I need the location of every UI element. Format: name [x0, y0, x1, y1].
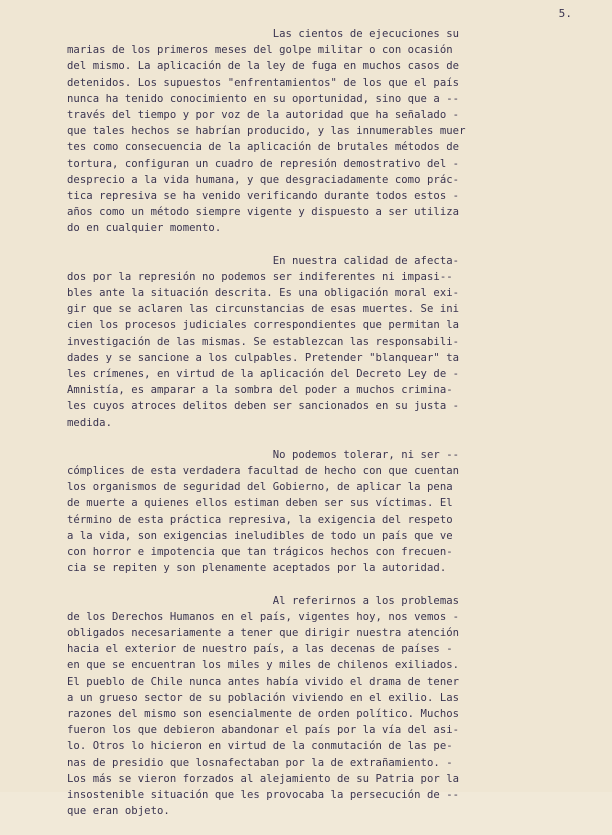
text-line: tica represiva se ha venido verificando durante todos estos - [67, 190, 460, 203]
text-line: hacia el exterior de nuestro país, a las decenas de países - [67, 643, 453, 656]
text-line: dades y se sancione a los culpables. Pretender "blanquear" ta [67, 351, 460, 364]
text-line: tes como consecuencia de la aplicación de brutales métodos de [67, 141, 460, 154]
paragraph [67, 26, 517, 237]
text-line: nunca ha tenido conocimiento en su oportunidad, sino que a -- [67, 92, 460, 105]
text-line: años como un método siempre vigente y dispuesto a ser utiliza [67, 206, 460, 219]
text-line: Las cientos de ejecuciones su [67, 28, 460, 40]
text-line: gir que se aclaren las circunstancias de esas muertes. Se ini [67, 303, 460, 316]
text-line: de muerte a quienes ellos estiman deben ser sus víctimas. El [67, 497, 453, 510]
text-line: de los Derechos Humanos en el país, vigentes hoy, nos vemos - [67, 610, 460, 623]
text-line: En nuestra calidad de afecta- [67, 254, 460, 267]
text-line: nas de presidio que losnafectaban por la de extrañamiento. - [67, 756, 453, 769]
text-line: bles ante la situación descrita. Es una obligación moral exi- [67, 287, 460, 300]
text-line: les crímenes, en virtud de la aplicación del Decreto Ley de - [67, 368, 460, 381]
paragraph [67, 593, 517, 820]
text-line: cien los procesos judiciales correspondientes que permitan la [67, 319, 460, 332]
text-line: insostenible situación que les provocaba la persecución de -- [67, 788, 460, 801]
paragraph [67, 253, 517, 431]
text-line: investigación de las mismas. Se establezcan las responsabili- [67, 335, 460, 348]
text-line: a la vida, son exigencias ineludibles de todo un país que ve [67, 529, 453, 542]
text-line: que eran objeto. [67, 805, 170, 818]
text-line: Los más se vieron forzados al alejamiento de su Patria por la [67, 772, 460, 785]
text-line: Amnistía, es amparar a la sombra del poder a muchos crimina- [67, 384, 453, 397]
text-line: término de esta práctica represiva, la exigencia del respeto [67, 513, 453, 526]
text-line: marias de los primeros meses del golpe militar o con ocasión [67, 44, 453, 57]
text-line: do en cualquier momento. [67, 222, 222, 235]
text-line: con horror e impotencia que tan trágicos hechos con frecuen- [67, 546, 453, 559]
text-line: obligados necesariamente a tener que dirigir nuestra atención [67, 626, 460, 639]
text-line: razones del mismo son esencialmente de orden político. Muchos [67, 707, 460, 720]
text-line: los organismos de seguridad del Gobierno, de aplicar la pena [67, 481, 453, 494]
text-line: en que se encuentran los miles y miles de chilenos exiliados. [67, 659, 460, 672]
text-line: medida. [67, 416, 112, 429]
text-line: del mismo. La aplicación de la ley de fuga en muchos casos de [67, 60, 460, 73]
text-line: Al referirnos a los problemas [67, 594, 460, 607]
text-line: El pueblo de Chile nunca antes había vivido el drama de tener [67, 675, 460, 688]
paragraph [67, 447, 517, 577]
text-line: cómplices de esta verdadera facultad de hecho con que cuentan [67, 465, 460, 478]
text-line: les cuyos atroces delitos deben ser sancionados en su justa - [67, 400, 460, 413]
text-line: detenidos. Los supuestos "enfrentamientos" de los que el país [67, 76, 460, 89]
text-line: lo. Otros lo hicieron en virtud de la conmutación de las pe- [67, 740, 453, 753]
text-line: que tales hechos se habrían producido, y las innumerables muer [67, 125, 466, 138]
text-line: fueron los que debieron abandonar el país por la vía del asi- [67, 724, 460, 737]
text-line: a un grueso sector de su población viviendo en el exilio. Las [67, 691, 460, 704]
document-body [67, 26, 517, 835]
text-line: cia se repiten y son plenamente aceptados por la autoridad. [67, 562, 447, 575]
page-number: 5. [558, 7, 572, 20]
text-line: tortura, configuran un cuadro de represión demostrativo del - [67, 157, 460, 170]
text-line: dos por la represión no podemos ser indiferentes ni impasi-- [67, 270, 453, 283]
text-line: No podemos tolerar, ni ser -- [67, 448, 460, 461]
text-line: desprecio a la vida humana, y que desgraciadamente como prác- [67, 173, 460, 186]
text-line: través del tiempo y por voz de la autoridad que ha señalado - [67, 109, 460, 122]
